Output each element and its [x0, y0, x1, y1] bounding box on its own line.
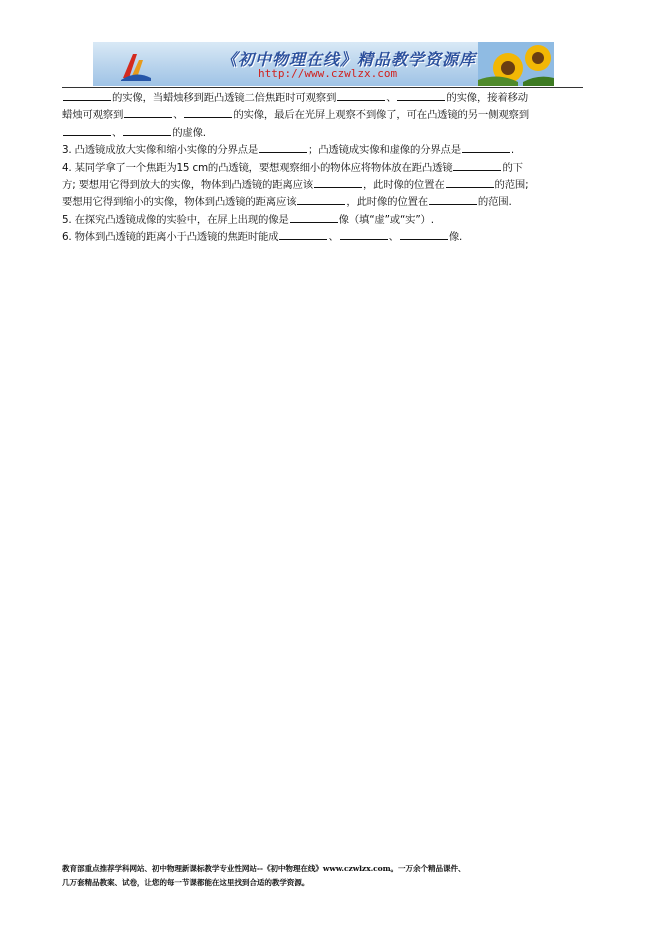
banner-url: http://www.czwlzx.com [258, 67, 398, 80]
answer-blank[interactable] [63, 91, 111, 101]
answer-blank[interactable] [453, 161, 501, 171]
answer-blank[interactable] [279, 230, 327, 240]
sunflower-icon [478, 42, 554, 86]
question-4-line-3: 要想用它得到缩小的实像，物体到凸透镜的距离应该 ，此时像的位置在 的范围. [62, 196, 512, 209]
answer-blank[interactable] [314, 178, 362, 188]
footer-line-2: 几万套精品教案、试卷，让您的每一节课都能在这里找到合适的教学资源。 [62, 878, 310, 887]
question-2-line-3: 、 的虚像. [62, 125, 583, 142]
question-4-line-1: 4. 某同学拿了一个焦距为15 cm的凸透镜，要想观察细小的物体应将物体放在距凸透镜 的下 [62, 161, 523, 174]
answer-blank[interactable] [63, 126, 111, 136]
answer-blank[interactable] [340, 230, 388, 240]
answer-blank[interactable] [400, 230, 448, 240]
answer-blank[interactable] [462, 143, 510, 153]
question-4-line-2: 方; 要想用它得到放大的实像，物体到凸透镜的距离应该 ，此时像的位置在 的范围; [62, 178, 529, 191]
answer-blank[interactable] [184, 108, 232, 118]
answer-blank[interactable] [337, 91, 385, 101]
logo-icon [119, 48, 153, 82]
header-rule [62, 87, 583, 88]
banner-title: 《初中物理在线》精品教学资源库 [221, 50, 477, 69]
answer-blank[interactable] [290, 213, 338, 223]
answer-blank[interactable] [124, 108, 172, 118]
answer-blank[interactable] [123, 126, 171, 136]
answer-blank[interactable] [259, 143, 307, 153]
question-5: 5. 在探究凸透镜成像的实验中，在屏上出现的像是 像（填“虚”或“实”）. [62, 213, 434, 226]
page-footer [62, 862, 602, 890]
question-2-line-1: 的实像，当蜡烛移到距凸透镜二倍焦距时可观察到 、 的实像，接着移动 [62, 90, 583, 107]
footer-line-1: 教育部重点推荐学科网站、初中物理新课标教学专业性网站--《初中物理在线》www.czwlzx.com。一万余个精品课件、 [62, 864, 466, 873]
question-6: 6. 物体到凸透镜的距离小于凸透镜的焦距时能成 、 、 像. [62, 231, 463, 244]
header-banner [93, 42, 554, 86]
answer-blank[interactable] [397, 91, 445, 101]
answer-blank[interactable] [446, 178, 494, 188]
worksheet-content [62, 90, 583, 247]
answer-blank[interactable] [429, 195, 477, 205]
answer-blank[interactable] [297, 195, 345, 205]
question-3: 3. 凸透镜成放大实像和缩小实像的分界点是 ；凸透镜成实像和虚像的分界点是 . [62, 144, 515, 157]
question-2-line-2: 蜡烛可观察到 、 的实像，最后在光屏上观察不到像了，可在凸透镜的另一侧观察到 [62, 109, 529, 122]
